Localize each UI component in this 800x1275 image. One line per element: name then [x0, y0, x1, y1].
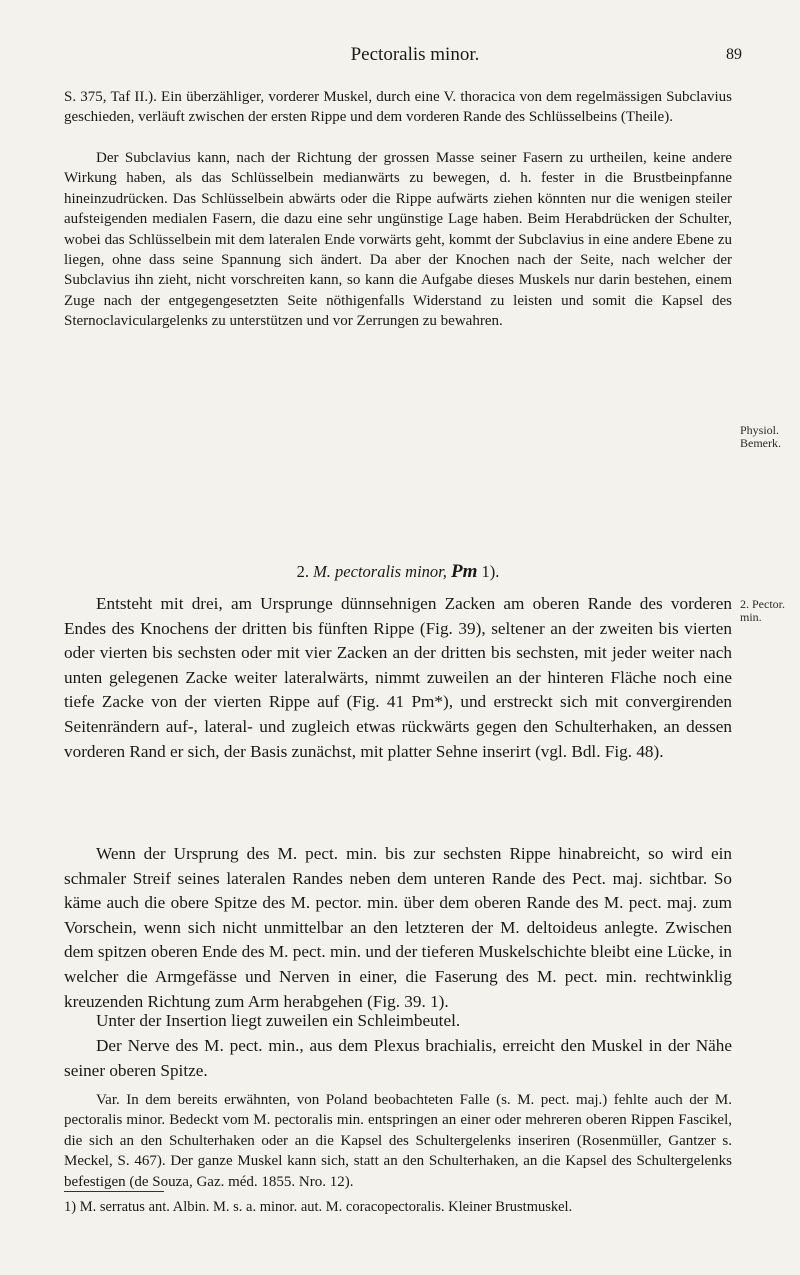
paragraph-intro	[64, 87, 732, 128]
paragraph-text: Entsteht mit drei, am Ursprunge dünnsehnigen Zacken am oberen Rande des vorderen Endes des Knochens der dritten bis fünften Rippe (Fig. 39), seltener an der zweiten bis vierten oder vierten bis sechsten oder mit vier Zacken an der dritten bis sechsten, mit jeder weiter nach unten gelegenen Zacke weiter lateralwärts, nimmt zuweilen an der hinteren Fläche noch eine tiefe Zacke von der vierten Rippe auf (Fig. 41 Pm*), und erstreckt sich mit convergirenden Seitenrändern auf-, lateral- und zugleich etwas rückwärts gegen den Schulterhaken, an dessen vorderen Rand er sich, der Basis zunächst, mit platter Sehne inserirt (vgl. Bdl. Fig. 48).	[64, 594, 732, 761]
heading-abbreviation: Pm	[451, 561, 478, 582]
paragraph-text: Unter der Insertion liegt zuweilen ein Schleimbeutel.	[96, 1011, 461, 1030]
paragraph-text: Wenn der Ursprung des M. pect. min. bis zur sechsten Rippe hinabreicht, so wird ein schmaler Streif seines lateralen Randes neben dem unteren Rande des Pect. maj. sichtbar. So käme auch die obere Spitze des M. pector. min. über dem oberen Rande des M. pect. maj. zum Vorschein, wenn sich nicht unmittelbar an den letzteren der M. deltoideus anlegte. Zwischen dem spitzen oberen Ende des M. pect. min. und der tieferen Muskelschichte bleibt eine Lücke, in welcher die Armgefässe und Nerven in einer, die Faserung des M. pect. min. rechtwinklig kreuzenden Richtung zum Arm herabgehen (Fig. 39. 1).	[64, 844, 732, 1011]
margin-note-pector-min: 2. Pector. min.	[740, 597, 785, 624]
margin-note-physiol: Physiol. Bemerk.	[740, 423, 781, 450]
heading-muscle-name: M. pectoralis minor,	[313, 562, 447, 581]
paragraph-course	[64, 842, 732, 1014]
paragraph-text: Var. In dem bereits erwähnten, von Poland beobachteten Falle (s. M. pect. maj.) fehlte auch der M. pectoralis minor. Bedeckt vom M. pectoralis min. entspringen an einer oder mehreren oberen Rippen Fascikel, die sich an den Schulterhaken oder an die Kapsel des Schultergelenks inseriren (Rosenmüller, Gantzer s. Meckel, S. 467). Der ganze Muskel kann sich, statt an den Schulterhaken, an die Kapsel des Schultergelenks befestigen (de Souza, Gaz. méd. 1855. Nro. 12).	[64, 1092, 732, 1190]
paragraph-variations	[64, 1090, 732, 1192]
page-number: 89	[726, 46, 742, 63]
footnote: 1) M. serratus ant. Albin. M. s. a. minor. aut. M. coracopectoralis. Kleiner Brustmuskel.	[64, 1199, 573, 1215]
paragraph-bursa	[64, 1009, 732, 1034]
section-heading	[64, 561, 732, 583]
paragraph-text: Der Subclavius kann, nach der Richtung der grossen Masse seiner Fasern zu urtheilen, keine andere Wirkung haben, als das Schlüsselbein medianwärts zu bewegen, d. h. fester in die Brustbeinpfanne hineinzudrücken. Das Schlüsselbein abwärts oder die Rippe aufwärts ziehen könnten nur die wenigen steiler aufsteigenden medialen Fasern, die dazu eine sehr ungünstige Lage haben. Beim Herabdrücken der Schulter, wobei das Schlüsselbein mit dem lateralen Ende vorwärts geht, kommt der Subclavius in eine andere Ebene zu liegen, ohne dass seine Spannung sich ändert. Da aber der Knochen nach der Seite, nach welcher der Subclavius ihn zieht, nicht vorschreiten kann, so kann die Aufgabe dieses Muskels nur darin bestehen, einem Zuge nach der entgegengesetzten Seite nöthigenfalls Widerstand zu leisten und somit die Kapsel des Sternoclaviculargelenks zu unterstützen und vor Zerrungen zu bewahren.	[64, 150, 732, 330]
heading-number: 2.	[296, 562, 309, 581]
running-head	[0, 44, 800, 74]
page-title: Pectoralis minor.	[350, 44, 480, 65]
paragraph-subclavius-function	[64, 148, 732, 332]
footnote-rule	[64, 1191, 164, 1192]
heading-footnote-ref: 1).	[481, 562, 500, 581]
paragraph-nerve	[64, 1034, 732, 1083]
paragraph-text: S. 375, Taf II.). Ein überzähliger, vorderer Muskel, durch eine V. thoracica von dem regelmässigen Subclavius geschieden, verläuft zwischen der ersten Rippe und dem vorderen Rande des Schlüsselbeins (Theile).	[64, 89, 732, 126]
paragraph-origin	[64, 592, 732, 764]
paragraph-text: Der Nerve des M. pect. min., aus dem Plexus brachialis, erreicht den Muskel in der Nähe seiner oberen Spitze.	[64, 1036, 732, 1080]
